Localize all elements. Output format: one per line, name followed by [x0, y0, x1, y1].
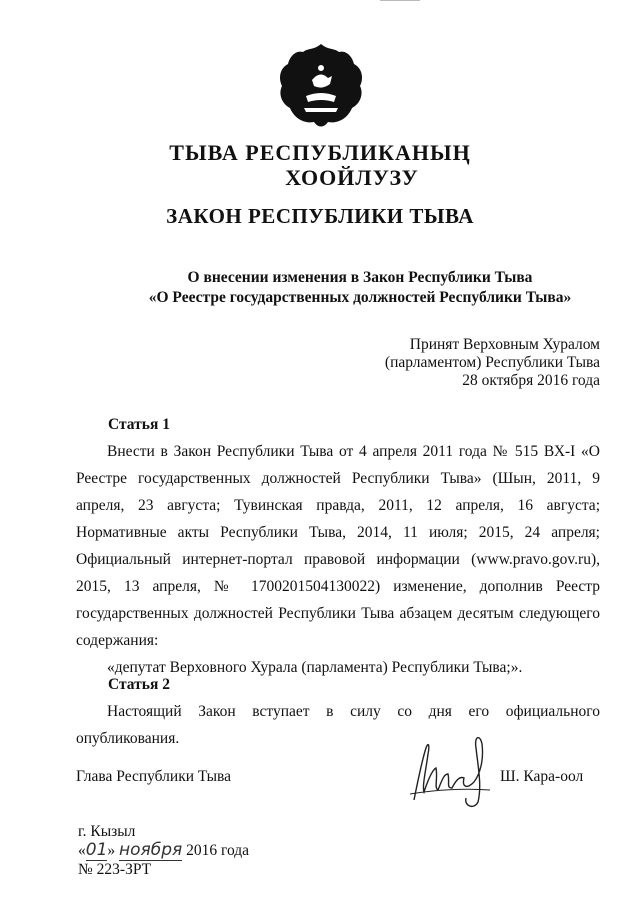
- adoption-note: [385, 336, 600, 390]
- article1-paragraph2: «депутат Верховного Хурала (парламента) Республики Тыва;».: [107, 659, 523, 676]
- signatory-position: Глава Республики Тыва: [76, 768, 232, 785]
- tuva-emblem-icon: [276, 40, 366, 130]
- article1-title: Статья 1: [108, 416, 170, 433]
- subject-line2: «О Реестре государственных должностей Республики Тыва»: [148, 289, 572, 306]
- date-close-quote: »: [107, 842, 116, 859]
- scan-artifact-line: [380, 0, 420, 1]
- article2-body: [76, 698, 600, 752]
- article1-paragraph1: Внести в Закон Республики Тыва от 4 апреля 2011 года № 515 ВХ-I «О Реестре государственных должностей Республики Тыва» (Шын, 2011, 9 апреля, 23 августа; Тувинская правда, 2011, 12 апреля, 16 августа; Нормативные акты Республики Тыва, 2014, 11 июля; 2015, 24 апреля; Официальный интернет-портал правовой информации (www.pravo.gov.ru), 2015, 13 апреля, № 1700201504130022) изменение, дополнив Реестр государственных должностей Республики Тыва абзацем десятым следующего содержания:: [76, 443, 600, 649]
- header-tuvan: [0, 140, 640, 190]
- subject-line1: О внесении изменения в Закон Республики Тыва: [187, 269, 533, 286]
- article2-paragraph1: Настоящий Закон вступает в силу со дня его официального опубликования.: [76, 703, 600, 747]
- header-line1: ТЫВА РЕСПУБЛИКАНЫҢ: [169, 140, 471, 165]
- article2-title: Статья 2: [108, 676, 170, 693]
- date-line: [78, 841, 249, 860]
- date-month: ноября: [119, 840, 183, 860]
- adopted-line2: (парламентом) Республики Тыва: [384, 354, 600, 371]
- law-number: № 223-ЗРТ: [78, 861, 152, 878]
- date-year: 2016 года: [186, 842, 250, 859]
- law-title: ЗАКОН РЕСПУБЛИКИ ТЫВА: [166, 204, 474, 228]
- date-day: 01: [85, 840, 108, 860]
- signatory-name: Ш. Кара-оол: [500, 768, 584, 785]
- handwritten-signature-icon: [404, 730, 496, 810]
- header-line2: ХООЙЛУЗУ: [285, 165, 419, 190]
- adopted-line1: Принят Верховным Хуралом: [409, 336, 600, 353]
- adopted-line3: 28 октября 2016 года: [462, 372, 600, 389]
- law-subject: [0, 268, 640, 308]
- city: г. Кызыл: [78, 823, 136, 840]
- date-open-quote: «: [78, 842, 86, 859]
- place-date-block: [78, 822, 249, 879]
- article1-body: [76, 438, 600, 681]
